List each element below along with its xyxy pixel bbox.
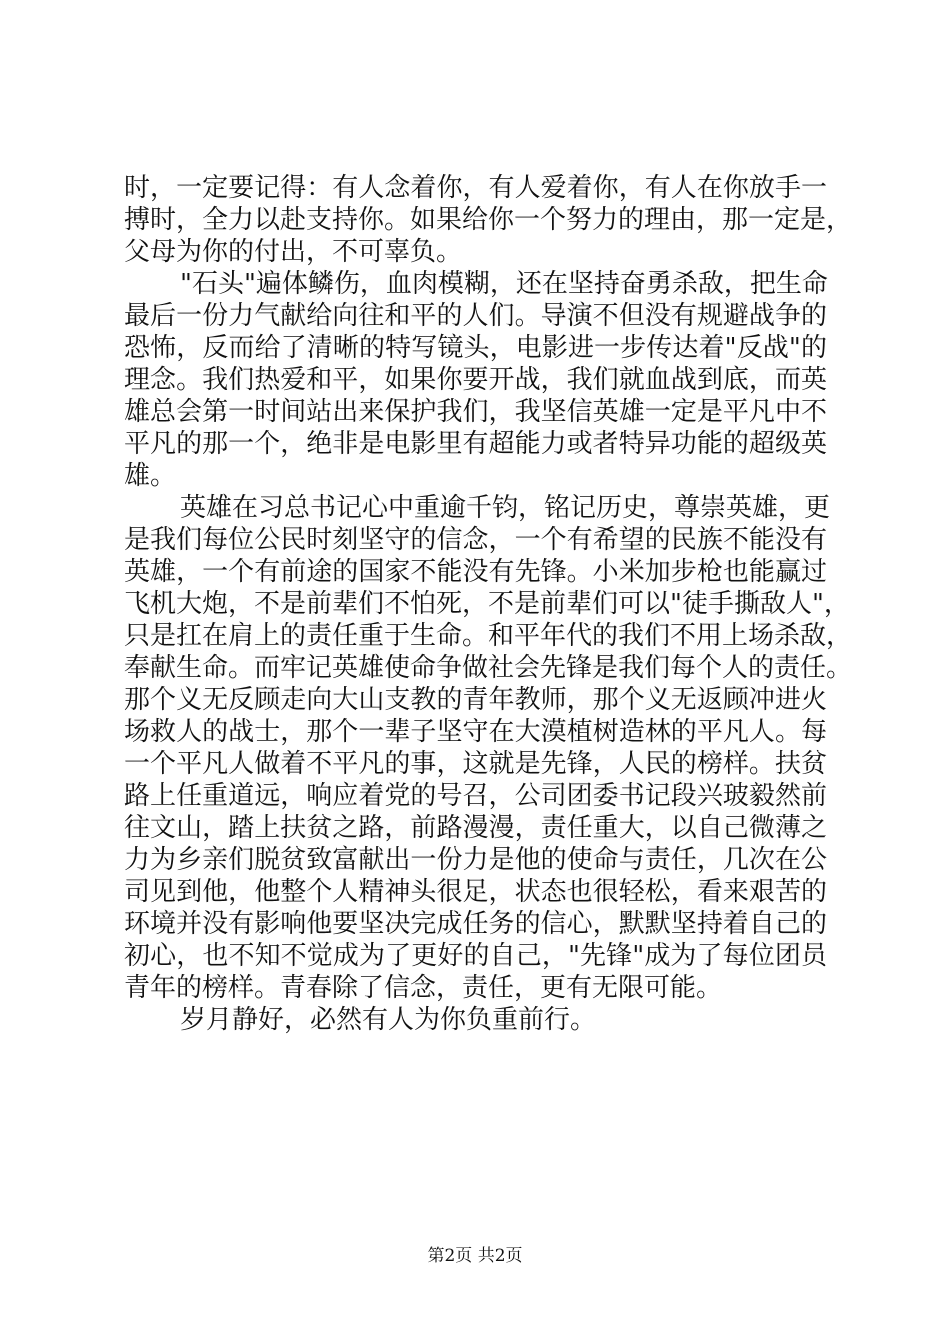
text-line: 环境并没有影响他要坚决完成任务的信心，默默坚持着自己的: [124, 909, 827, 939]
document-body: [124, 172, 853, 1036]
text-line: 往文山，踏上扶贫之路，前路漫漫，责任重大，以自己微薄之: [124, 813, 827, 843]
page-footer: 第2页 共2页: [427, 1246, 523, 1266]
text-line: 场救人的战士，那个一辈子坚守在大漠植树造林的平凡人。每: [124, 717, 827, 747]
text-line: 初心，也不知不觉成为了更好的自己，"先锋"成为了每位团员: [124, 941, 827, 971]
text-line: 一个平凡人做着不平凡的事，这就是先锋，人民的榜样。扶贫: [124, 749, 827, 779]
text-line: 恐怖，反而给了清晰的特写镜头，电影进一步传达着"反战"的: [124, 333, 827, 363]
text-line: 英雄，一个有前途的国家不能没有先锋。小米加步枪也能赢过: [124, 557, 827, 587]
text-line: 只是扛在肩上的责任重于生命。和平年代的我们不用上场杀敌，: [124, 621, 853, 651]
text-line: 最后一份力气献给向往和平的人们。导演不但没有规避战争的: [124, 301, 827, 331]
text-line: 岁月静好，必然有人为你负重前行。: [180, 1005, 597, 1035]
text-line: 父母为你的付出，不可辜负。: [124, 237, 463, 267]
text-line: "石头"遍体鳞伤，血肉模糊，还在坚持奋勇杀敌，把生命: [180, 269, 828, 299]
text-line: 青年的榜样。青春除了信念，责任，更有无限可能。: [124, 973, 723, 1003]
text-line: 搏时，全力以赴支持你。如果给你一个努力的理由，那一定是，: [124, 205, 853, 235]
text-line: 平凡的那一个，绝非是电影里有超能力或者特异功能的超级英: [124, 429, 827, 459]
text-line: 英雄在习总书记心中重逾千钧，铭记历史，尊崇英雄，更: [180, 493, 831, 523]
text-line: 雄总会第一时间站出来保护我们，我坚信英雄一定是平凡中不: [124, 397, 827, 427]
text-line: 是我们每位公民时刻坚守的信念，一个有希望的民族不能没有: [124, 525, 827, 555]
text-line: 雄。: [124, 461, 177, 491]
text-line: 路上任重道远，响应着党的号召，公司团委书记段兴玻毅然前: [124, 781, 827, 811]
text-line: 司见到他，他整个人精神头很足，状态也很轻松，看来艰苦的: [124, 877, 827, 907]
text-line: 那个义无反顾走向大山支教的青年教师，那个义无返顾冲进火: [124, 685, 827, 715]
text-line: 奉献生命。而牢记英雄使命争做社会先锋是我们每个人的责任。: [124, 653, 853, 683]
text-line: 理念。我们热爱和平，如果你要开战，我们就血战到底，而英: [124, 365, 827, 395]
text-line: 时，一定要记得：有人念着你，有人爱着你，有人在你放手一: [124, 173, 827, 203]
text-line: 飞机大炮，不是前辈们不怕死，不是前辈们可以"徒手撕敌人"，: [124, 589, 850, 619]
text-line: 力为乡亲们脱贫致富献出一份力是他的使命与责任，几次在公: [124, 845, 827, 875]
